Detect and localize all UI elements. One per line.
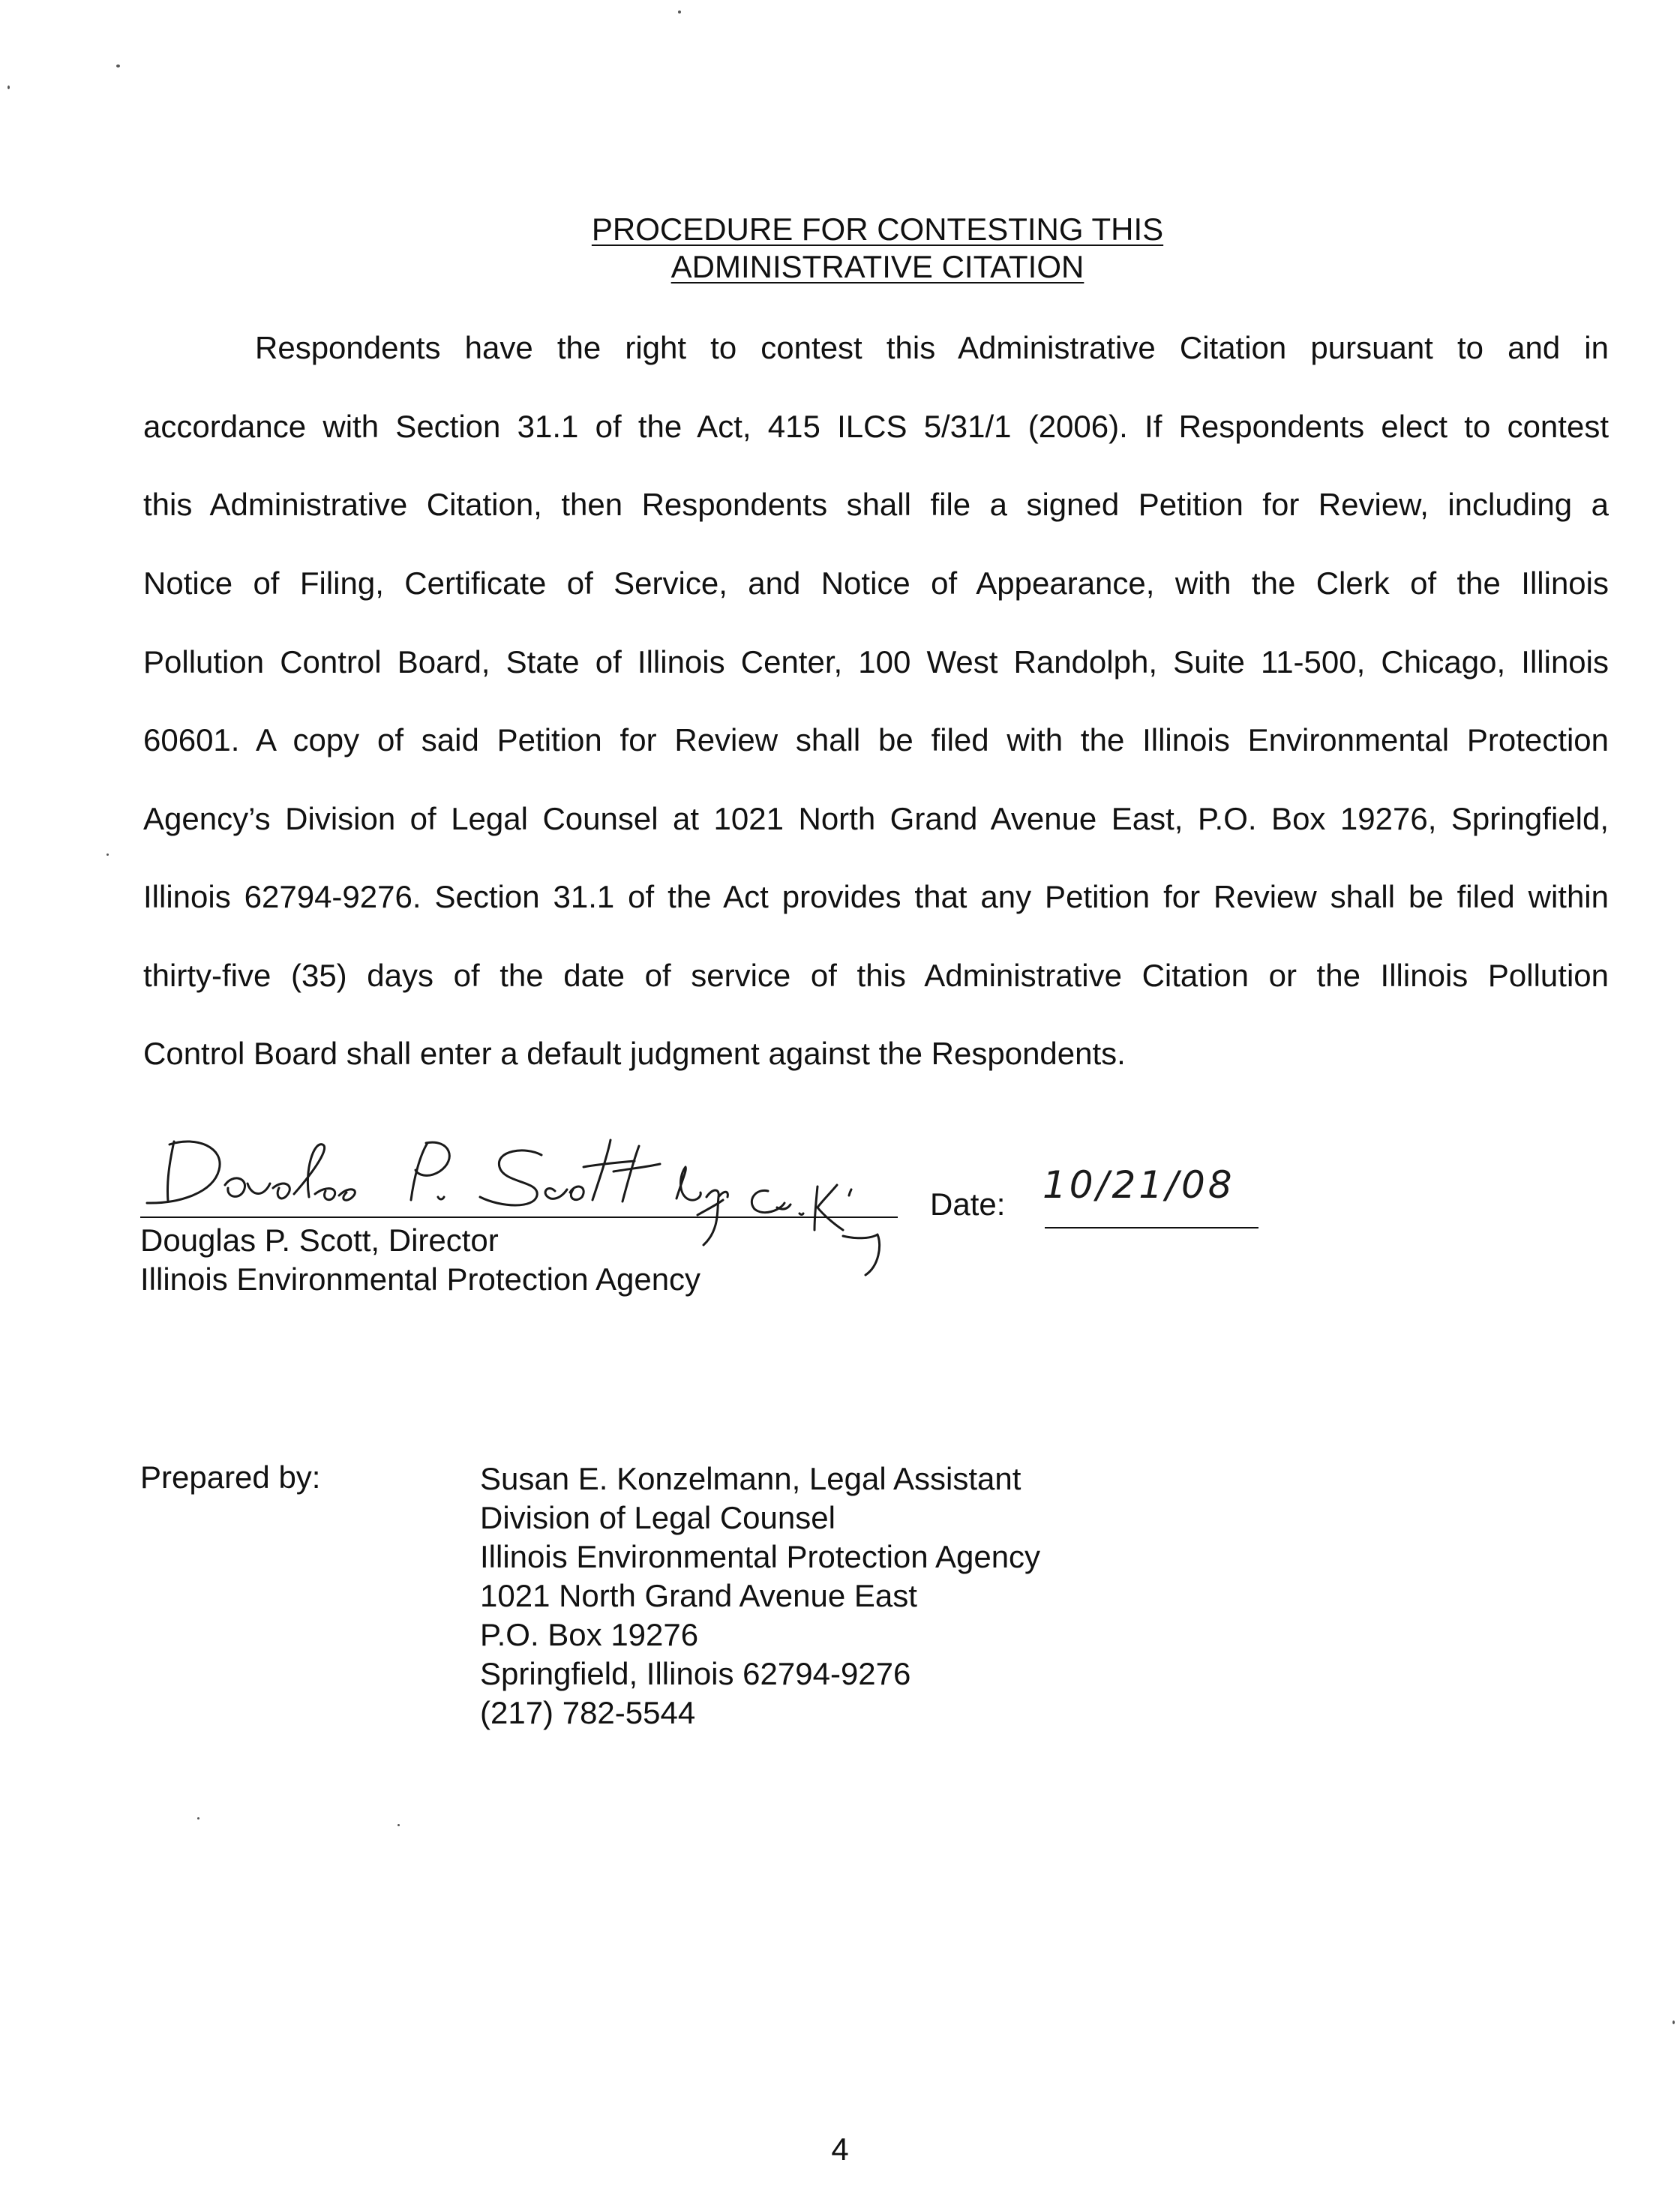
paragraph-line: 60601. A copy of said Petition for Review shall be filed with the Illinois Environmental Protection — [143, 722, 1609, 758]
prepared-by-label: Prepared by: — [140, 1460, 321, 1495]
preparer-line: Springfield, Illinois 62794-9276 — [480, 1656, 911, 1691]
paragraph-line: Agency’s Division of Legal Counsel at 1021 North Grand Avenue East, P.O. Box 19276, Springfield, — [143, 801, 1609, 836]
signer-name: Douglas P. Scott, Director — [140, 1222, 499, 1258]
signer-agency: Illinois Environmental Protection Agency — [140, 1262, 701, 1297]
preparer-line: 1021 North Grand Avenue East — [480, 1578, 917, 1613]
signature-line — [140, 1216, 898, 1218]
handwritten-date: 10/21/08 — [1042, 1163, 1235, 1207]
preparer-line: P.O. Box 19276 — [480, 1617, 699, 1652]
preparer-line: Susan E. Konzelmann, Legal Assistant — [480, 1461, 1022, 1496]
scan-speck — [197, 1817, 200, 1820]
paragraph-line: Respondents have the right to contest this Administrative Citation pursuant to and in — [255, 330, 1609, 365]
preparer-line: Division of Legal Counsel — [480, 1500, 836, 1535]
paragraph-line: thirty-five (35) days of the date of service of this Administrative Citation or the Illinois Pollution — [143, 958, 1609, 993]
paragraph-line: Illinois 62794-9276. Section 31.1 of the Act provides that any Petition for Review shall be filed within — [143, 879, 1609, 914]
paragraph-line: Control Board shall enter a default judgment against the Respondents. — [143, 1036, 1126, 1071]
scan-speck — [398, 1824, 400, 1826]
page-number: 4 — [831, 2132, 849, 2167]
paragraph-line: this Administrative Citation, then Respondents shall file a signed Petition for Review, including a — [143, 487, 1609, 522]
scan-speck — [1672, 2020, 1675, 2024]
document-title-line-1: PROCEDURE FOR CONTESTING THIS — [591, 212, 1164, 247]
preparer-address-block — [480, 1460, 1040, 1732]
document-title-line-2: ADMINISTRATIVE CITATION — [670, 249, 1084, 284]
paragraph-line: accordance with Section 31.1 of the Act, 415 ILCS 5/31/1 (2006). If Respondents elect to contest — [143, 409, 1609, 444]
preparer-line: Illinois Environmental Protection Agency — [480, 1539, 1041, 1574]
handwritten-signature — [0, 0, 938, 1320]
preparer-line: (217) 782-5544 — [480, 1695, 696, 1730]
paragraph-line: Pollution Control Board, State of Illinois Center, 100 West Randolph, Suite 11-500, Chicago, Illinois — [143, 644, 1609, 680]
date-line — [1045, 1227, 1258, 1228]
paragraph-line: Notice of Filing, Certificate of Service, and Notice of Appearance, with the Clerk of the Illinois — [143, 566, 1609, 601]
date-label: Date: — [930, 1186, 1006, 1222]
